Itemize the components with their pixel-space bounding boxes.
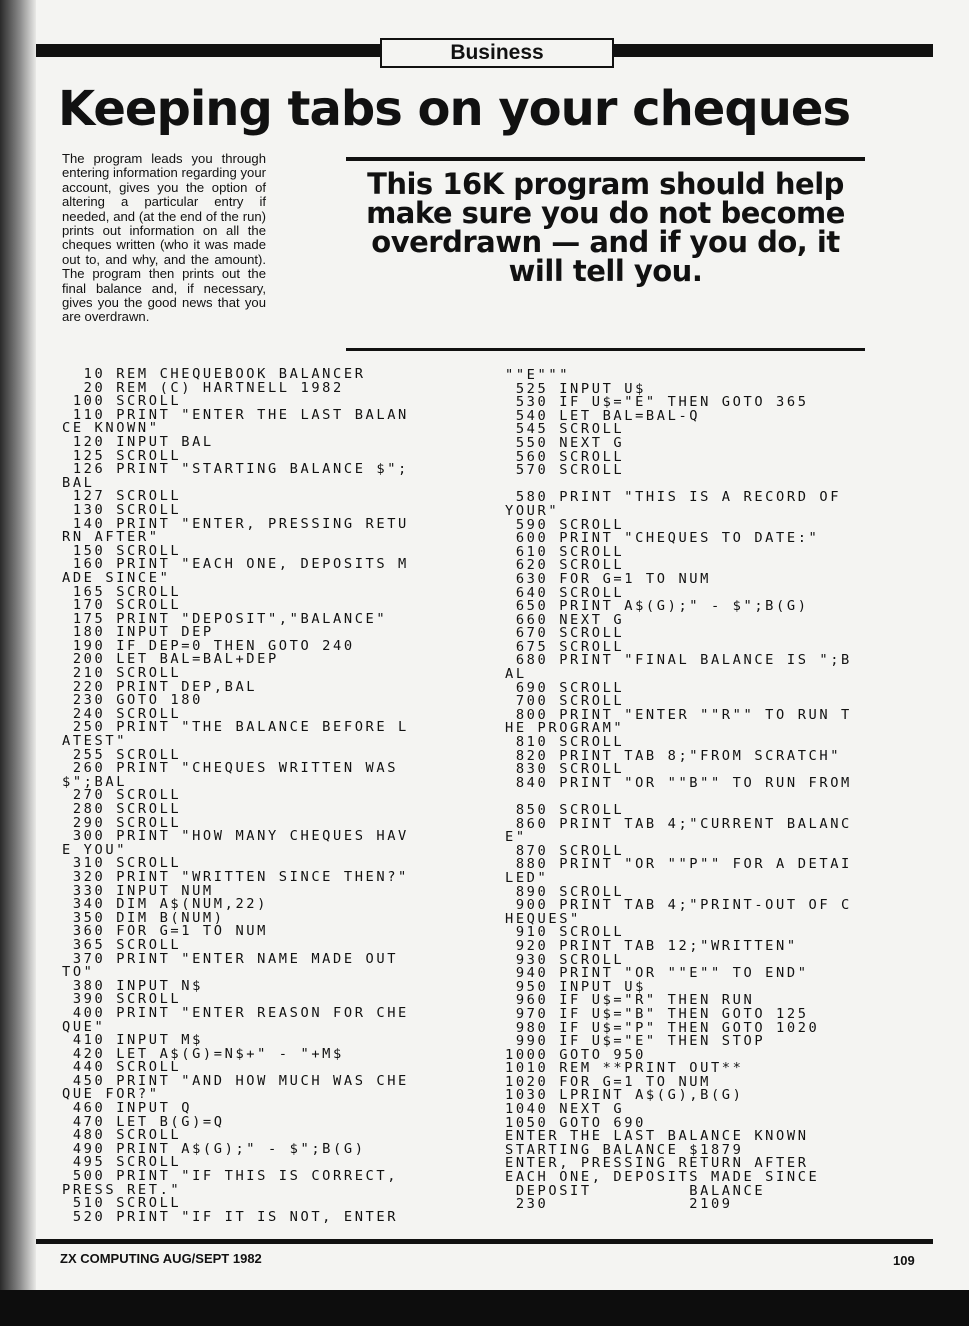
code-line: 150 SCROLL	[62, 542, 182, 559]
code-line: 420 LET A$(G)=N$+" - "+M$	[62, 1045, 344, 1062]
code-line: 1000 GOTO 950	[505, 1046, 646, 1063]
code-line: 670 SCROLL	[505, 625, 625, 642]
code-line: 320 PRINT "WRITTEN SINCE THEN?"	[62, 868, 409, 885]
code-line: 365 SCROLL	[62, 936, 182, 953]
code-line: 960 IF U$="R" THEN RUN	[505, 992, 755, 1009]
code-line: HE PROGRAM"	[505, 720, 625, 737]
code-line: 170 SCROLL	[62, 597, 182, 614]
code-line: 830 SCROLL	[505, 761, 625, 778]
section-label: Business	[380, 38, 614, 68]
code-line: 255 SCROLL	[62, 746, 182, 763]
code-line: 240 SCROLL	[62, 705, 182, 722]
code-line: 350 DIM B(NUM)	[62, 909, 225, 926]
listing-left-column	[62, 368, 490, 1224]
code-line: 120 INPUT BAL	[62, 433, 214, 450]
code-line: 1040 NEXT G	[505, 1101, 625, 1118]
code-line: 525 INPUT U$	[505, 380, 646, 397]
intro-paragraph: The program leads you through entering information regarding your account, gives you the option of altering a particular entry if needed, and (at the end of the run) prints out information on all the cheques written (who it was made out to, and why, and the amount). The program then prints out the final balance and, if necessary, gives you the good news that you are overdrawn.	[62, 151, 266, 325]
code-line: CE KNOWN"	[62, 420, 160, 437]
code-line: STARTING BALANCE $1879	[505, 1141, 744, 1158]
code-line: 610 SCROLL	[505, 543, 625, 560]
code-line: 270 SCROLL	[62, 787, 182, 804]
header-rule-left	[36, 44, 382, 57]
code-line: ENTER, PRESSING RETURN AFTER	[505, 1155, 809, 1172]
code-line: 530 IF U$="E" THEN GOTO 365	[505, 394, 809, 411]
code-line: 860 PRINT TAB 4;"CURRENT BALANC	[505, 815, 852, 832]
code-line: 1050 GOTO 690	[505, 1114, 646, 1131]
code-line: 180 INPUT DEP	[62, 624, 214, 641]
code-line: 560 SCROLL	[505, 448, 625, 465]
code-line: ""E"""	[505, 367, 571, 383]
scan-edge	[0, 1290, 969, 1326]
code-line: 690 SCROLL	[505, 679, 625, 696]
code-line: 440 SCROLL	[62, 1059, 182, 1076]
code-line: 460 INPUT Q	[62, 1100, 193, 1117]
code-line: 840 PRINT "OR ""B"" TO RUN FROM	[505, 774, 852, 791]
code-line: 630 FOR G=1 TO NUM	[505, 570, 711, 587]
code-line: 310 SCROLL	[62, 855, 182, 872]
code-line: 130 SCROLL	[62, 501, 182, 518]
code-line: 330 INPUT NUM	[62, 882, 214, 899]
code-line: 100 SCROLL	[62, 393, 182, 410]
page-number: 109	[893, 1253, 915, 1268]
code-line: 700 SCROLL	[505, 693, 625, 710]
code-line: ATEST"	[62, 733, 128, 750]
code-line: E"	[505, 829, 527, 846]
code-line: 640 SCROLL	[505, 584, 625, 601]
code-line: 880 PRINT "OR ""P"" FOR A DETAI	[505, 856, 852, 873]
code-line: 930 SCROLL	[505, 951, 625, 968]
code-line: 200 LET BAL=BAL+DEP	[62, 651, 279, 668]
code-line: 230 GOTO 180	[62, 692, 203, 709]
code-line: 260 PRINT "CHEQUES WRITTEN WAS	[62, 760, 399, 777]
code-line: ENTER THE LAST BALANCE KNOWN	[505, 1128, 809, 1145]
header-rule-right	[608, 44, 933, 57]
code-line: 990 IF U$="E" THEN STOP	[505, 1033, 766, 1050]
code-line: 850 SCROLL	[505, 802, 625, 818]
code-line: 890 SCROLL	[505, 883, 625, 900]
code-line: 126 PRINT "STARTING BALANCE $";	[62, 461, 409, 478]
code-line: 580 PRINT "THIS IS A RECORD OF	[505, 489, 842, 506]
code-line: 1030 LPRINT A$(G),B(G)	[505, 1087, 744, 1104]
code-line: 210 SCROLL	[62, 665, 182, 682]
code-line: 650 PRINT A$(G);" - $";B(G)	[505, 598, 809, 615]
code-line: 910 SCROLL	[505, 924, 625, 941]
footer-publication: ZX COMPUTING AUG/SEPT 1982	[60, 1251, 262, 1266]
code-line: 540 LET BAL=BAL-Q	[505, 407, 701, 424]
code-line: DEPOSIT BALANCE	[505, 1182, 766, 1199]
code-line: LED"	[505, 869, 549, 886]
code-line: 510 SCROLL	[62, 1195, 182, 1212]
code-line: 175 PRINT "DEPOSIT","BALANCE"	[62, 610, 388, 627]
code-line: 970 IF U$="B" THEN GOTO 125	[505, 1005, 809, 1022]
code-line: 870 SCROLL	[505, 842, 625, 859]
code-line: 810 SCROLL	[505, 734, 625, 751]
code-line: E YOU"	[62, 841, 128, 858]
code-line: 10 REM CHEQUEBOOK BALANCER	[62, 366, 366, 382]
code-line: 470 LET B(G)=Q	[62, 1113, 225, 1130]
code-line: 590 SCROLL	[505, 516, 625, 533]
deck-rule-bottom	[346, 348, 865, 351]
code-line: 570 SCROLL	[505, 462, 625, 479]
code-line: 520 PRINT "IF IT IS NOT, ENTER	[62, 1208, 399, 1225]
code-line: 125 SCROLL	[62, 447, 182, 464]
code-line: 190 IF DEP=0 THEN GOTO 240	[62, 637, 355, 654]
code-line: PRESS RET."	[62, 1181, 182, 1198]
code-line: 220 PRINT DEP,BAL	[62, 678, 258, 695]
code-line: 680 PRINT "FINAL BALANCE IS ";B	[505, 652, 852, 669]
code-line: HEQUES"	[505, 910, 581, 927]
code-line: 390 SCROLL	[62, 991, 182, 1008]
code-line: 900 PRINT TAB 4;"PRINT-OUT OF C	[505, 897, 852, 914]
code-line: 600 PRINT "CHEQUES TO DATE:"	[505, 530, 820, 547]
code-line: 950 INPUT U$	[505, 978, 646, 995]
code-line: RN AFTER"	[62, 529, 160, 546]
code-line: 800 PRINT "ENTER ""R"" TO RUN T	[505, 706, 852, 723]
code-line: 940 PRINT "OR ""E"" TO END"	[505, 965, 809, 982]
standfirst: This 16K program should help make sure you do not become overdrawn — and if you do, it will tell you.	[366, 167, 845, 288]
code-line: 360 FOR G=1 TO NUM	[62, 923, 268, 940]
code-line: YOUR"	[505, 502, 560, 519]
code-line: 140 PRINT "ENTER, PRESSING RETU	[62, 515, 409, 532]
code-line: 1020 FOR G=1 TO NUM	[505, 1073, 711, 1090]
code-line: 1010 REM **PRINT OUT**	[505, 1060, 744, 1077]
code-line: EACH ONE, DEPOSITS MADE SINCE	[505, 1169, 820, 1186]
code-line: 980 IF U$="P" THEN GOTO 1020	[505, 1019, 820, 1036]
code-line: 280 SCROLL	[62, 801, 182, 817]
article-headline: Keeping tabs on your cheques	[58, 81, 851, 137]
code-line: 675 SCROLL	[505, 638, 625, 655]
code-line: 110 PRINT "ENTER THE LAST BALAN	[62, 406, 409, 423]
code-line: 545 SCROLL	[505, 421, 625, 438]
code-line: 480 SCROLL	[62, 1127, 182, 1144]
code-line: QUE"	[62, 1018, 106, 1035]
code-line: 160 PRINT "EACH ONE, DEPOSITS M	[62, 556, 409, 573]
code-line: 820 PRINT TAB 8;"FROM SCRATCH"	[505, 747, 842, 764]
deck-rule-top	[346, 157, 865, 161]
code-line: 380 INPUT N$	[62, 977, 203, 994]
code-line: 660 NEXT G	[505, 611, 625, 628]
code-line: 250 PRINT "THE BALANCE BEFORE L	[62, 719, 409, 736]
code-line: BAL	[62, 474, 95, 491]
code-line: 230 2109	[505, 1196, 733, 1213]
code-line: 127 SCROLL	[62, 488, 182, 505]
code-line: 920 PRINT TAB 12;"WRITTEN"	[505, 937, 798, 954]
code-line: 620 SCROLL	[505, 557, 625, 574]
code-line: 290 SCROLL	[62, 814, 182, 831]
code-line: TO"	[62, 964, 95, 981]
code-line: QUE FOR?"	[62, 1086, 160, 1103]
code-line: 400 PRINT "ENTER REASON FOR CHE	[62, 1004, 409, 1021]
code-line: 370 PRINT "ENTER NAME MADE OUT	[62, 950, 399, 967]
code-line: 300 PRINT "HOW MANY CHEQUES HAV	[62, 828, 409, 845]
binding-shadow	[0, 0, 36, 1326]
footer-rule	[36, 1239, 933, 1244]
code-line: 410 INPUT M$	[62, 1032, 203, 1049]
code-line: 340 DIM A$(NUM,22)	[62, 896, 268, 913]
listing-right-column	[505, 369, 935, 1212]
code-line: ADE SINCE"	[62, 569, 171, 586]
code-line: 450 PRINT "AND HOW MUCH WAS CHE	[62, 1072, 409, 1089]
code-line: $";BAL	[62, 773, 128, 790]
code-line: 495 SCROLL	[62, 1154, 182, 1171]
code-line: 500 PRINT "IF THIS IS CORRECT,	[62, 1168, 399, 1185]
code-line: 20 REM (C) HARTNELL 1982	[62, 379, 344, 396]
code-line: AL	[505, 666, 527, 683]
code-line: 490 PRINT A$(G);" - $";B(G)	[62, 1140, 366, 1157]
code-line: 550 NEXT G	[505, 434, 625, 451]
code-line: 165 SCROLL	[62, 583, 182, 600]
